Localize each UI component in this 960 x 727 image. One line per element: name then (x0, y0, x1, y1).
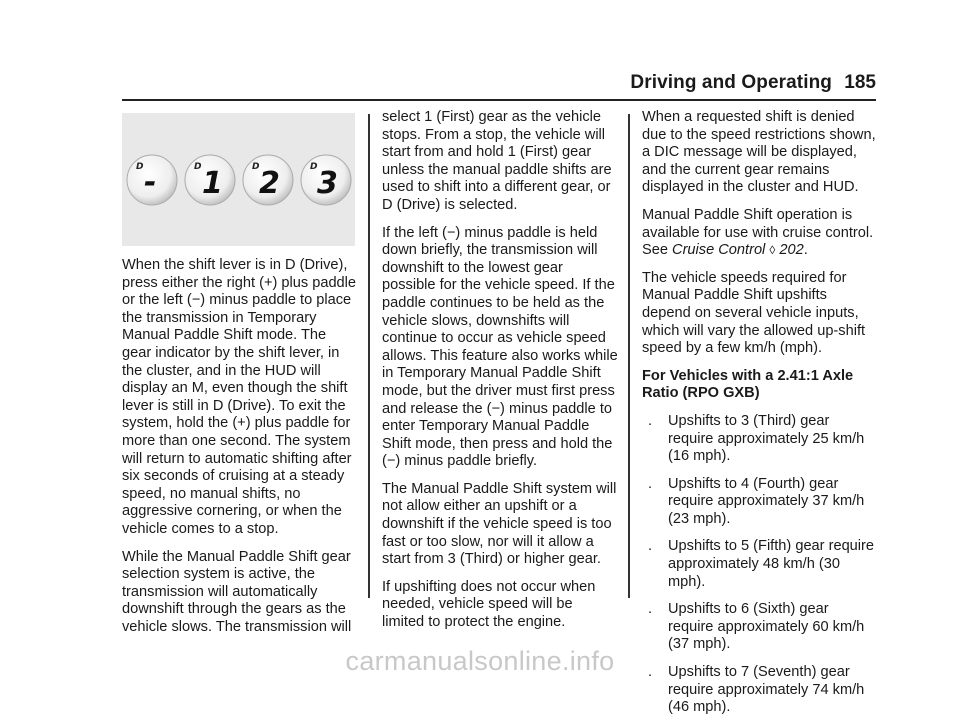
page-reference-icon: ◊ (769, 243, 776, 258)
paragraph: If the left (−) minus paddle is held down briefly, the transmission will downshift to the lowest gear possible for the vehicle speed. If the paddle continues to be held as the vehicle slows, downshifts will continue to occur as vehicle speed allows. This feature also works while in Temporary Manual Paddle Shift mode, but the driver must first press and release the (−) minus paddle to enter Temporary Manual Paddle Shift mode, then press and hold the (−) minus paddle briefly. (382, 224, 618, 470)
gear-indicator-figure (122, 113, 355, 246)
bullet-marker: . (648, 664, 653, 681)
dial-drive-label: D (252, 162, 260, 172)
dial-drive-label: D (194, 162, 202, 172)
paragraph: select 1 (First) gear as the vehicle stops. From a stop, the vehicle will start from and hold 1 (First) gear unless the manual paddle shifts are used to shift into a different gear, or D (Drive) is selected. (382, 109, 612, 213)
bullet-marker: . (648, 601, 653, 618)
paragraph: When the shift lever is in D (Drive), press either the right (+) plus paddle or the left (−) minus paddle to place the transmission in Temporary Manual Paddle Shift mode. The gear indicator by the shift lever, in the cluster, and in the HUD will display an M, even though the shift lever is still in D (Drive). To exit the system, hold the (+) plus paddle for more than one second. The system will return to automatic shifting after six seconds of cruising at a steady speed, no manual shifts, no aggressive cornering, or when the vehicle comes to a stop. (122, 257, 357, 537)
list-item (642, 476, 876, 529)
dial-gear-glyph: 1 (202, 166, 223, 201)
subsection-heading: For Vehicles with a 2.41:1 Axle Ratio (RPO GXB) (642, 367, 854, 402)
paragraph: The vehicle speeds required for Manual Paddle Shift upshifts depend on several vehicle inputs, which will vary the allowed up-shift speed by a few km/h (mph). (642, 269, 866, 357)
text-column-3 (642, 109, 876, 727)
section-title: Driving and Operating (630, 72, 832, 93)
dial-gear-glyph: 2 (259, 166, 280, 201)
gear-dial-minus (127, 155, 177, 205)
list-item (642, 413, 876, 466)
text-column-2 (382, 109, 618, 642)
column-divider (368, 114, 370, 598)
gear-dial-2 (243, 155, 293, 205)
bullet-marker: . (648, 475, 653, 492)
cross-reference-page[interactable]: 202 (779, 242, 804, 259)
header-divider (122, 99, 876, 101)
bullet-marker: . (648, 538, 653, 555)
dial-gear-glyph: - (144, 165, 157, 200)
gear-dial-1 (185, 155, 235, 205)
dial-gear-glyph: 3 (317, 166, 338, 201)
list-item-text: Upshifts to 7 (Seventh) gear require approximately 74 km/h (46 mph). (668, 664, 865, 716)
paragraph: When a requested shift is denied due to the speed restrictions shown, a DIC message will be displayed, and the current gear remains displayed in the cluster and HUD. (642, 109, 876, 196)
list-item-text: Upshifts to 4 (Fourth) gear require approximately 37 km/h (23 mph). (668, 475, 865, 527)
column-divider (628, 114, 630, 598)
paragraph: While the Manual Paddle Shift gear selection system is active, the transmission will automatically downshift through the gears as the vehicle slows. The transmission will (122, 548, 352, 635)
bullet-marker: . (648, 412, 653, 429)
watermark: carmanualsonline.info (345, 646, 615, 676)
paragraph: If upshifting does not occur when needed, vehicle speed will be limited to protect the engine. (382, 578, 596, 631)
paragraph: The Manual Paddle Shift system will not allow either an upshift or a downshift if the vehicle speed is too fast or too slow, nor will it allow a start from 3 (Third) or higher gear. (382, 480, 617, 568)
gear-dial-3 (301, 155, 351, 205)
list-item-text: Upshifts to 3 (Third) gear require approximately 25 km/h (16 mph). (668, 412, 865, 465)
page-number: 185 (844, 72, 876, 93)
paragraph-text: . (803, 242, 808, 259)
text-column-1 (122, 257, 358, 646)
cross-reference-link[interactable]: Cruise Control (672, 242, 766, 259)
list-item-text: Upshifts to 5 (Fifth) gear require approximately 48 km/h (30 mph). (668, 538, 875, 590)
paragraph (642, 207, 876, 260)
paragraph-text: Manual Paddle Shift operation is available for use with cruise control. See (642, 206, 874, 259)
list-item (642, 538, 876, 591)
dial-drive-label: D (310, 162, 318, 172)
dial-drive-label: D (136, 162, 144, 172)
list-item-text: Upshifts to 6 (Sixth) gear require approximately 60 km/h (37 mph). (668, 601, 865, 653)
